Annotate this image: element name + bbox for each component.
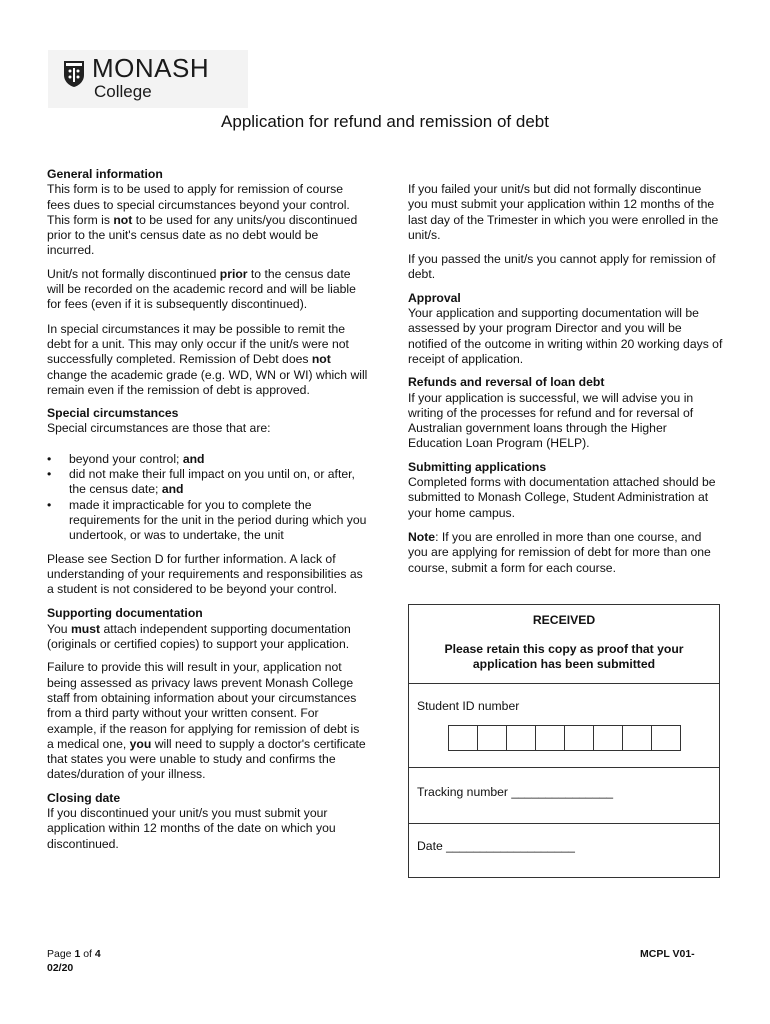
units-paragraph: Unit/s not formally discontinued prior to the census date will be recorded on the academic record and will be liable for fees (even if it is subsequently discontinued). [47, 266, 356, 312]
approval-paragraph: Your application and supporting documentation will be assessed by your program Director and you will be notified of the outcome in writing within 20 working days of receipt of application. [408, 306, 723, 366]
supporting-heading: Supporting documentation [47, 606, 203, 621]
form-code: MCPL V01- [640, 948, 695, 960]
logo-wordmark: MONASH [92, 53, 210, 83]
received-header [409, 605, 719, 684]
section-d-paragraph: Please see Section D for further information. A lack of understanding of your requirements and responsibilities as a student is not considered to be beyond your control. [47, 551, 363, 597]
special-paragraph: In special circumstances it may be possible to remit the debt for a unit. This may only occur if the unit/s were not successfully completed. Remission of Debt does not change the academic grade (e.g. WD, WN or WI) which will remain even if the remission of debt is approved. [47, 321, 368, 397]
general-paragraph: This form is to be used to apply for remission of course fees dues to special circumstances beyond your control. This form is not to be used for any units/you discontinued prior to the unit's census date as no debt would be incurred. [47, 182, 358, 258]
monash-college-logo [48, 50, 248, 108]
list-item: • made it impracticable for you to complete the requirements for the unit in the period during which you undertook, or was to undertake, the unit [47, 498, 369, 544]
student-id-digit-box[interactable] [651, 725, 681, 751]
failed-paragraph: If you failed your unit/s but did not formally discontinue you must submit your application within 12 months of the last day of the Trimester in which you were enrolled in the unit/s. [408, 182, 719, 242]
note-paragraph: Note: If you are enrolled in more than one course, and you are applying for remission of debt for more than one course, submit a form for each course. [408, 529, 711, 575]
submitting-heading: Submitting applications [408, 459, 547, 474]
student-id-digit-box[interactable] [564, 725, 594, 751]
student-id-digit-box[interactable] [622, 725, 652, 751]
received-heading: RECEIVED [532, 613, 596, 627]
student-id-digit-box[interactable] [535, 725, 565, 751]
date-section [409, 823, 719, 877]
general-heading: General information [47, 167, 163, 181]
left-column [47, 167, 369, 852]
tracking-number-field[interactable]: Tracking number _______________ [417, 785, 614, 799]
failure-paragraph: Failure to provide this will result in your, application not being assessed as privacy laws prevent Monash College staff from obtaining information about your circumstances from a third party without your written consent. For example, if the reason for applying for remission of debt is a medical one, you will need to supply a doctor's certificate that states you were unable to study and confirms the dates/duration of your illness. [47, 660, 366, 782]
logo-subtitle: College [94, 82, 152, 101]
student-id-label: Student ID number [417, 699, 520, 713]
right-column [408, 182, 724, 576]
closing-paragraph: If you discontinued your unit/s you must submit your application within 12 months of the date on which you discontinued. [47, 805, 336, 851]
approval-heading: Approval [408, 290, 461, 305]
footer-date: 02/20 [47, 962, 74, 974]
tracking-number-section [409, 767, 719, 824]
special-circumstances-list [47, 452, 369, 544]
passed-paragraph: If you passed the unit/s you cannot apply for remission of debt. [408, 252, 716, 282]
student-id-digit-box[interactable] [506, 725, 536, 751]
retain-copy-note: Please retain this copy as proof that your application has been submitted [444, 642, 684, 671]
special-circumstances-intro: Special circumstances are those that are: [47, 421, 271, 436]
student-id-boxes[interactable] [449, 725, 681, 751]
list-item: • beyond your control; and [47, 452, 369, 467]
refunds-heading: Refunds and reversal of loan debt [408, 375, 605, 390]
list-item: • did not make their full impact on you until on, or after, the census date; and [47, 467, 369, 498]
refunds-paragraph: If your application is successful, we will advise you in writing of the processes for refund and for reversal of Australian government loans through the Higher Education Loan Program (HELP). [408, 390, 694, 451]
submitting-paragraph: Completed forms with documentation attached should be submitted to Monash College, Student Administration at your home campus. [408, 475, 716, 520]
student-id-digit-box[interactable] [477, 725, 507, 751]
special-circumstances-heading: Special circumstances [47, 406, 179, 421]
closing-heading: Closing date [47, 790, 121, 805]
student-id-digit-box[interactable] [593, 725, 623, 751]
received-box [408, 604, 720, 878]
student-id-section [409, 683, 719, 768]
date-field[interactable]: Date ___________________ [417, 839, 575, 853]
student-id-digit-box[interactable] [448, 725, 478, 751]
page-number: Page 1 of 4 [47, 948, 101, 960]
page-title: Application for refund and remission of debt [221, 112, 549, 131]
crest-icon [63, 60, 85, 88]
supporting-paragraph: You must attach independent supporting documentation (originals or certified copies) to support your application. [47, 621, 351, 652]
